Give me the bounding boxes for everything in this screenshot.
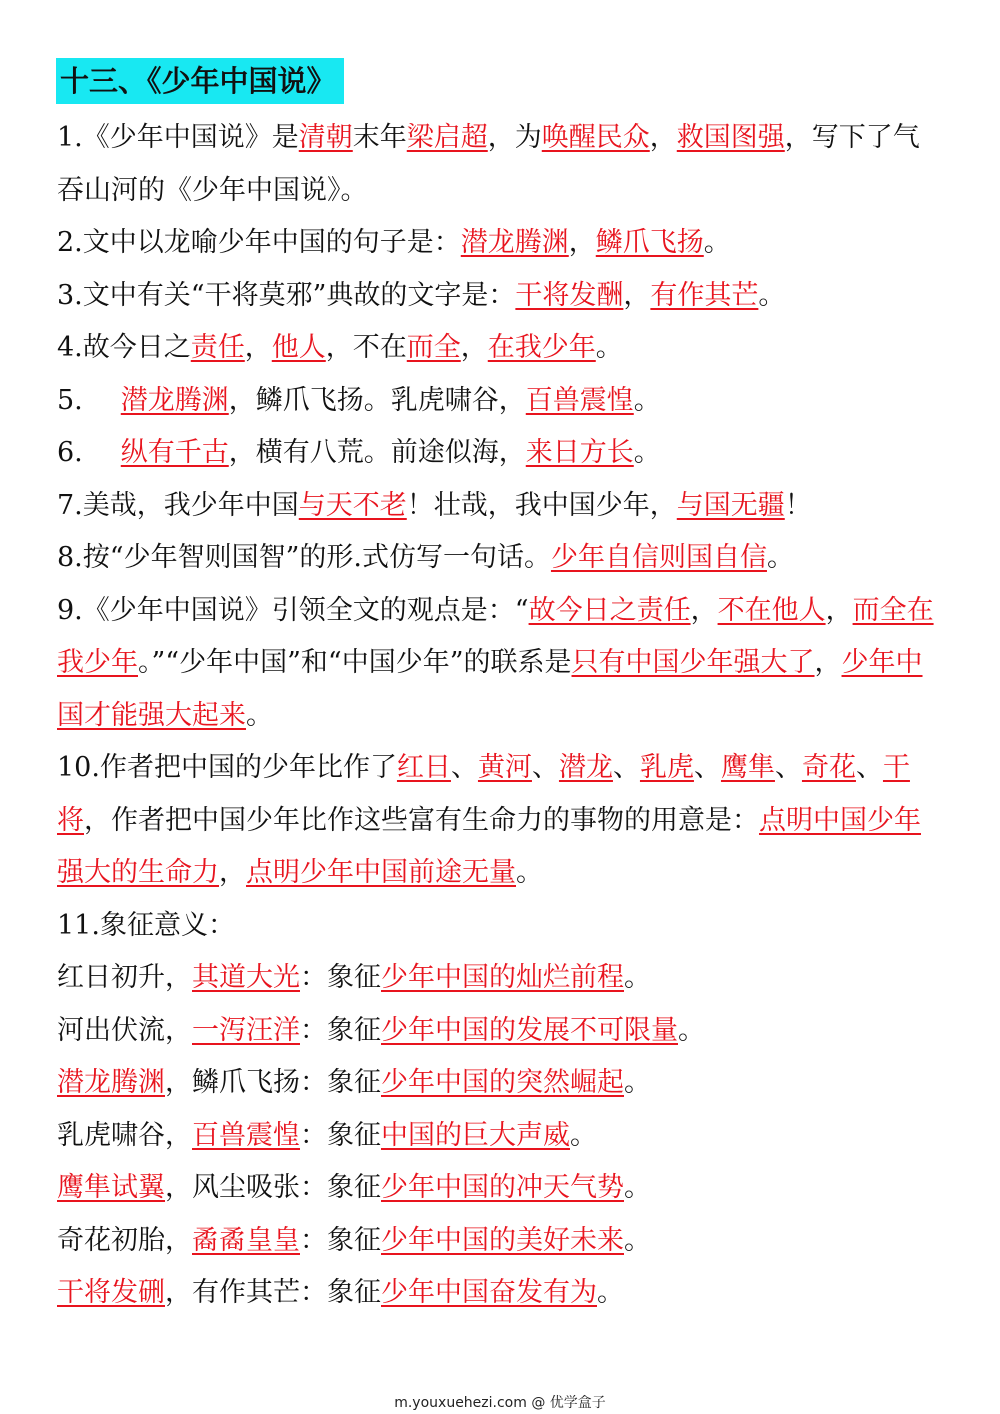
answer-text: 救国图强 <box>676 122 785 153</box>
question-text: 5. <box>57 384 83 416</box>
question-text: ，鳞爪飞扬。乳虎啸谷， <box>228 384 526 416</box>
question-text: 。 <box>597 1277 624 1308</box>
answer-text: 红日 <box>396 752 451 783</box>
question-text: 。 <box>633 437 661 468</box>
question-text: 、 <box>855 752 883 783</box>
question-text: 3.文中有关“干将莫邪”典故的文字是： <box>57 279 516 311</box>
question-text: ，横有八荒。前途似海， <box>228 437 526 468</box>
answer-text: 百兽震惶 <box>525 384 634 416</box>
question-text: 。 <box>624 1067 651 1098</box>
answer-text: 与天不老 <box>298 489 407 521</box>
answer-text: 鹰隼 <box>720 752 775 783</box>
answer-text: 在我少年 <box>487 332 596 363</box>
text-line <box>57 585 945 743</box>
answer-text: 故今日之责任 <box>528 594 691 626</box>
answer-text: 其道大光 <box>192 962 300 993</box>
answer-text: 乳虎 <box>639 752 694 783</box>
question-text: 。 <box>633 384 661 416</box>
answer-text: 黄河 <box>477 752 532 783</box>
text-line <box>57 1267 945 1320</box>
question-text: 8.按“少年智则国智”的形.式仿写一句话。 <box>57 542 551 573</box>
question-text: 。 <box>678 1014 705 1046</box>
answer-text: 少年中国奋发有为 <box>381 1277 597 1308</box>
question-text: 7.美哉，我少年中国 <box>57 489 299 521</box>
question-text: ，为 <box>487 122 542 153</box>
answer-text: 少年中国的灿烂前程 <box>381 962 624 993</box>
question-text: 、 <box>693 752 721 783</box>
answer-text: 百兽震惶 <box>192 1119 300 1151</box>
text-line <box>57 322 945 375</box>
answer-text: 少年中国的突然崛起 <box>381 1067 624 1098</box>
answer-text: 梁启超 <box>406 122 488 153</box>
answer-text: 有作其芒 <box>650 279 759 311</box>
answer-text: 鳞爪飞扬 <box>595 227 704 258</box>
question-text: ， <box>568 227 596 258</box>
answer-text: 矞矞皇皇 <box>192 1224 300 1256</box>
question-text: 。 <box>758 279 786 311</box>
question-text: 2.文中以龙喻少年中国的句子是： <box>57 227 461 258</box>
question-text: ， <box>814 647 842 678</box>
answer-text: 少年自信则国自信 <box>550 542 767 573</box>
text-line <box>57 375 945 428</box>
question-text: ， <box>690 594 718 626</box>
question-text: 。 <box>624 1172 651 1203</box>
question-text: 。”“少年中国”和“中国少年”的联系是 <box>138 647 572 678</box>
question-text: 奇花初胎， <box>57 1224 192 1256</box>
question-text: ：象征 <box>300 1119 381 1151</box>
question-text: 。 <box>246 699 273 731</box>
page-title: 十三、《少年中国说》 <box>56 58 344 104</box>
question-text: ，有作其芒：象征 <box>165 1277 381 1308</box>
answer-text: 干将发硎 <box>57 1277 165 1308</box>
text-line <box>57 270 945 323</box>
question-text: ， <box>219 857 246 888</box>
question-text: 、 <box>774 752 802 783</box>
answer-text: 鹰隼试翼 <box>57 1172 165 1203</box>
answer-text: 唤醒民众 <box>541 122 650 153</box>
answer-text: 潜龙腾渊 <box>460 227 569 258</box>
text-line <box>57 1215 945 1268</box>
question-text: ，不在 <box>325 332 407 363</box>
answer-text: 中国的巨大声威 <box>381 1119 570 1151</box>
answer-text: 少年中国的美好未来 <box>381 1224 624 1256</box>
text-line <box>57 217 945 270</box>
answer-text: 只有中国少年强大了 <box>571 647 815 678</box>
question-text: ， <box>623 279 651 311</box>
question-text: ， <box>244 332 272 363</box>
question-text: 乳虎啸谷， <box>57 1119 192 1151</box>
question-text: 6. <box>57 437 83 468</box>
question-text: ， <box>649 122 677 153</box>
question-text: ：象征 <box>300 1224 381 1256</box>
question-text: ，鳞爪飞扬：象征 <box>165 1067 381 1098</box>
question-text: ，作者把中国少年比作这些富有生命力的事物的用意是： <box>84 804 759 836</box>
question-text: ：象征 <box>300 962 381 993</box>
text-line <box>57 1005 945 1058</box>
answer-text: 点明中国少年强大的生命力 <box>57 804 921 888</box>
answer-text: 纵有千古 <box>120 437 229 468</box>
answer-text: 少年中国才能强大起来 <box>57 647 923 731</box>
question-text: 。 <box>595 332 623 363</box>
answer-text: 奇花 <box>801 752 856 783</box>
answer-text: 少年中国的发展不可限量 <box>381 1014 678 1046</box>
question-text: 。 <box>624 1224 651 1256</box>
answer-text: 与国无疆 <box>676 489 785 521</box>
question-text: ！壮哉，我中国少年， <box>406 489 677 521</box>
text-line <box>57 952 945 1005</box>
answer-text: 少年中国的冲天气势 <box>381 1172 624 1203</box>
question-text: 4.故今日之 <box>57 332 191 363</box>
question-text: ：象征 <box>300 1014 381 1046</box>
answer-text: 干将 <box>57 752 910 836</box>
question-text: ，写下了气吞山河的《少年中国说》。 <box>57 122 920 206</box>
question-text: 。 <box>703 227 731 258</box>
text-line <box>57 1110 945 1163</box>
question-text: 河出伏流， <box>57 1014 192 1046</box>
text-line <box>57 1057 945 1110</box>
answer-text: 一泻汪洋 <box>192 1014 300 1046</box>
question-text: 10.作者把中国的少年比作了 <box>57 752 397 783</box>
text-line <box>57 900 945 953</box>
question-text: ，风尘吸张：象征 <box>165 1172 381 1203</box>
answer-text: 潜龙腾渊 <box>57 1067 165 1098</box>
document-body <box>57 112 945 1320</box>
answer-text: 他人 <box>271 332 326 363</box>
question-text: ， <box>460 332 488 363</box>
question-text: 。 <box>570 1119 597 1151</box>
question-text: 、 <box>531 752 559 783</box>
question-text: 、 <box>612 752 640 783</box>
question-text: 、 <box>450 752 478 783</box>
question-text: 。 <box>624 962 651 993</box>
question-text: 红日初升， <box>57 962 192 993</box>
answer-text: 不在他人 <box>717 594 826 626</box>
question-text: 。 <box>766 542 794 573</box>
question-text: 1.《少年中国说》是 <box>57 122 299 153</box>
answer-text: 潜龙腾渊 <box>120 384 229 416</box>
answer-text: 潜龙 <box>558 752 613 783</box>
question-text: 。 <box>516 857 543 888</box>
answer-text: 而全 <box>406 332 461 363</box>
question-text: ， <box>825 594 853 626</box>
answer-text: 干将发酬 <box>515 279 624 311</box>
text-line <box>57 532 945 585</box>
answer-text: 来日方长 <box>525 437 634 468</box>
question-text: 11.象征意义： <box>57 909 235 941</box>
question-text: ！ <box>784 489 812 521</box>
question-text: 9.《少年中国说》引领全文的观点是：“ <box>57 594 529 626</box>
text-line <box>57 427 945 480</box>
footer-watermark: m.youxuehezi.com @ 优学盒子 <box>394 1395 606 1411</box>
text-line <box>57 1162 945 1215</box>
text-line <box>57 480 945 533</box>
answer-text: 点明少年中国前途无量 <box>246 857 516 888</box>
answer-text: 清朝 <box>298 122 353 153</box>
text-line <box>57 742 945 900</box>
answer-text: 责任 <box>190 332 245 363</box>
text-line <box>57 112 945 217</box>
answer-text: 而全在我少年 <box>57 594 934 678</box>
question-text: 末年 <box>352 122 407 153</box>
